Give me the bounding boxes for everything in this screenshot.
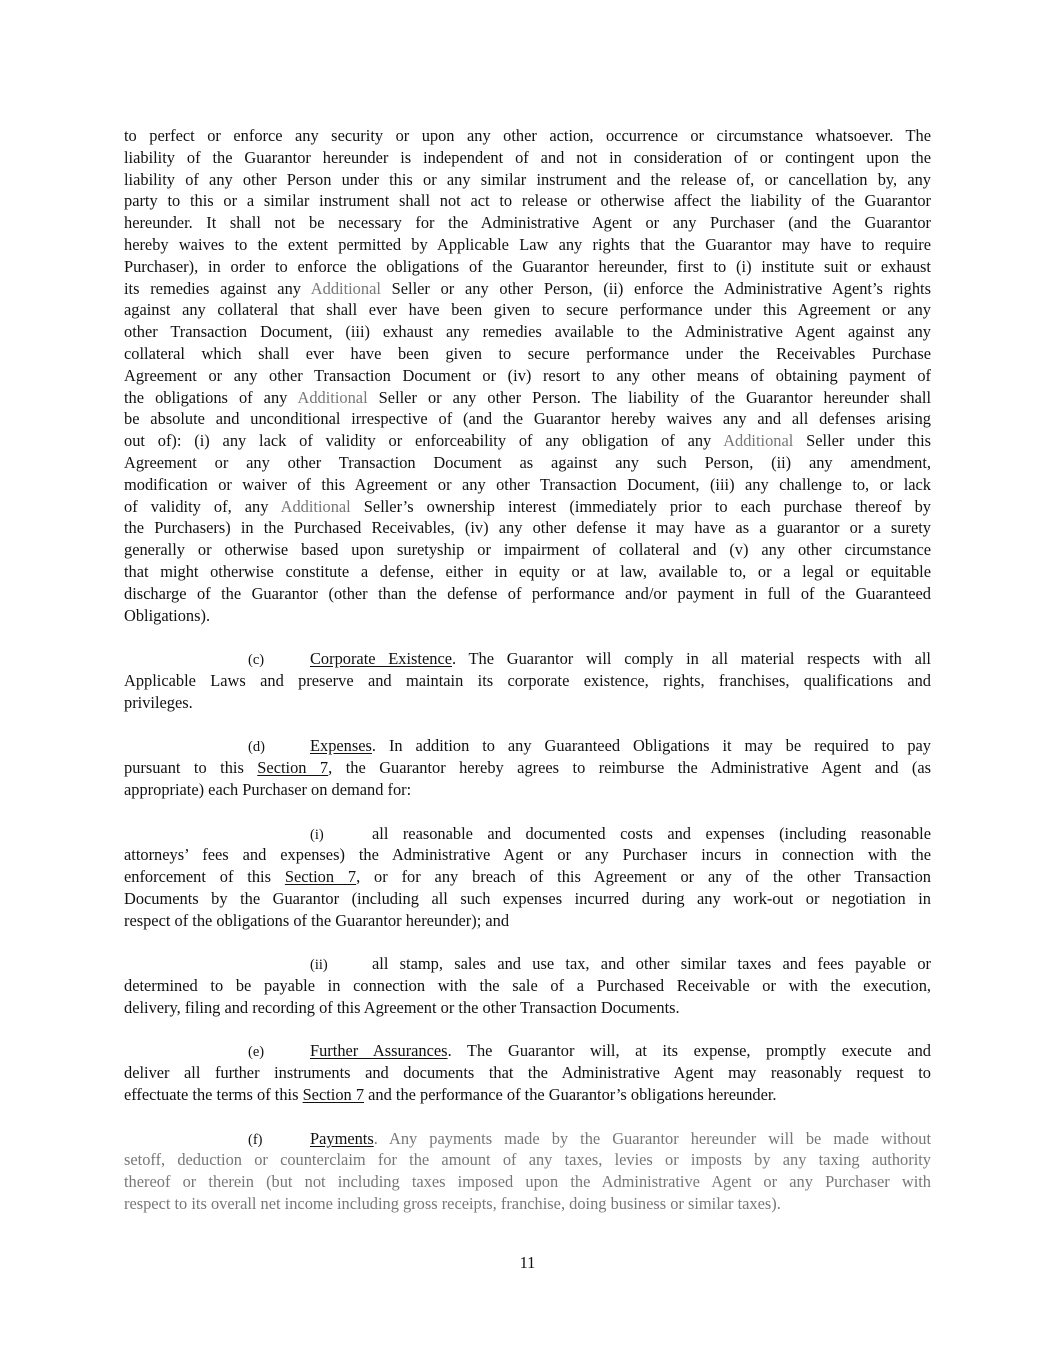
text-fragment: . In addition to any Guaranteed Obligations it may be required to pay	[371, 736, 931, 756]
text-fragment: Seller or any other Person. The liability of the Guarantor hereunder shall	[367, 387, 931, 407]
text-fragment: and the performance of the Guarantor’s obligations hereunder.	[364, 1085, 777, 1105]
text-fragment: all stamp, sales and use tax, and other similar taxes and fees payable or	[372, 954, 931, 974]
text-line: that might otherwise constitute a defense, either in equity or at law, available to, or a legal or equitable	[124, 561, 931, 581]
text-line: modification or waiver of this Agreement or any other Transaction Document, (iii) any challenge to, or lack	[124, 474, 931, 494]
text-line: Documents by the Guarantor (including all such expenses incurred during any work-out or negotiation in	[124, 888, 931, 908]
section-label: (i)	[310, 826, 324, 843]
text-line: be absolute and unconditional irrespective of (and the Guarantor hereby waives any and all defenses arising	[124, 409, 931, 429]
text-line: setoff, deduction or counterclaim for the amount of any taxes, levies or imposts by any taxing authority	[124, 1150, 931, 1170]
text-fragment: out of): (i) any lack of validity or enforceability of any obligation of any	[124, 431, 724, 451]
additional-term: Additional	[310, 278, 381, 298]
text-fragment: enforcement of this	[124, 867, 285, 887]
text-line	[124, 496, 931, 518]
page-number: 11	[519, 1253, 536, 1272]
section-e-first-line	[124, 1040, 931, 1062]
text-line: privileges.	[124, 692, 193, 712]
text-fragment: the obligations of any	[124, 387, 298, 407]
text-line: the Purchasers) in the Purchased Receivables, (iv) any other defense it may have as a guarantor or a surety	[124, 518, 931, 538]
section-reference: Section 7	[257, 758, 329, 778]
section-c	[124, 648, 931, 713]
text-line: Agreement or any other Transaction Document or (iv) resort to any other means of obtaining payment of	[124, 365, 931, 385]
text-line: hereunder. It shall not be necessary for the Administrative Agent or any Purchaser (and the Guarantor	[124, 213, 931, 233]
text-line: delivery, filing and recording of this Agreement or the other Transaction Documents.	[124, 997, 680, 1017]
text-fragment: Seller’s ownership interest (immediately prior to each purchase thereof by	[350, 496, 931, 516]
section-label: (f)	[248, 1131, 263, 1148]
text-line: hereby waives to the extent permitted by Applicable Law any rights that the Guarantor may have to require	[124, 234, 931, 254]
section-c-first-line	[124, 648, 931, 670]
text-line: respect to its overall net income including gross receipts, franchise, doing business or similar taxes).	[124, 1194, 781, 1214]
section-reference: Section 7	[284, 867, 357, 887]
text-line	[124, 1084, 931, 1106]
text-fragment: . The Guarantor will comply in all material respects with all	[452, 649, 931, 669]
text-fragment: , or for any breach of this Agreement or any of the other Transaction	[356, 867, 931, 887]
section-f	[124, 1128, 931, 1215]
additional-term: Additional	[297, 387, 368, 407]
section-label: (ii)	[310, 957, 328, 974]
text-line: other Transaction Document, (iii) exhaust any remedies available to the Administrative Agent against any	[124, 322, 931, 342]
text-line: respect of the obligations of the Guarantor hereunder); and	[124, 910, 510, 930]
text-fragment: Seller or any other Person, (ii) enforce the Administrative Agent’s rights	[380, 278, 931, 298]
text-fragment: all reasonable and documented costs and expenses (including reasonable	[372, 823, 931, 843]
text-fragment: . Any payments made by the Guarantor hereunder will be made without	[373, 1128, 931, 1148]
text-line: appropriate) each Purchaser on demand for:	[124, 779, 412, 799]
text-fragment: its remedies against any	[124, 278, 311, 298]
text-line	[124, 866, 931, 888]
text-line: to perfect or enforce any security or upon any other action, occurrence or circumstance whatsoever. The	[124, 126, 931, 145]
text-line: against any collateral that shall ever have been given to secure performance under this Agreement or any	[124, 300, 931, 320]
section-d	[124, 735, 931, 800]
section-heading: Payments	[310, 1128, 374, 1148]
additional-term: Additional	[723, 431, 794, 451]
text-fragment: effectuate the terms of this	[124, 1085, 303, 1105]
text-fragment: of validity of, any	[124, 496, 281, 516]
text-line	[124, 430, 931, 452]
section-heading: Expenses	[310, 736, 372, 756]
additional-term: Additional	[280, 496, 351, 516]
section-heading: Corporate Existence	[310, 649, 452, 669]
section-d-ii	[124, 953, 931, 1018]
text-line: liability of any other Person under this or any similar instrument and the release of, or cancellation by, any	[124, 169, 931, 189]
text-line: Applicable Laws and preserve and maintain its corporate existence, rights, franchises, qualifications and	[124, 670, 931, 690]
section-label: (d)	[248, 739, 265, 756]
text-fragment: . The Guarantor will, at its expense, promptly execute and	[447, 1041, 931, 1061]
section-d-ii-first-line	[124, 953, 931, 975]
text-line: collateral which shall ever have been given to secure performance under the Receivables Purchase	[124, 343, 931, 363]
text-line: Agreement or any other Transaction Document as against any such Person, (ii) any amendment,	[124, 452, 931, 472]
text-line	[124, 278, 931, 300]
text-line: Purchaser), in order to enforce the obligations of the Guarantor hereunder, first to (i) institute suit or exhaust	[124, 256, 931, 276]
section-f-first-line	[124, 1128, 931, 1150]
text-fragment: , the Guarantor hereby agrees to reimburse the Administrative Agent and (as	[328, 758, 931, 778]
text-line: party to this or a similar instrument shall not act to release or otherwise affect the liability of the Guarantor	[124, 191, 931, 211]
text-line: deliver all further instruments and documents that the Administrative Agent may reasonably request to	[124, 1063, 931, 1083]
text-fragment: pursuant to this	[124, 758, 258, 778]
section-d-i-first-line	[124, 823, 931, 845]
text-line: liability of the Guarantor hereunder is independent of and not in consideration of or contingent upon the	[124, 147, 931, 167]
continuation-paragraph	[124, 125, 931, 626]
text-line: generally or otherwise based upon suretyship or impairment of collateral and (v) any other circumstance	[124, 540, 931, 560]
document-page	[124, 125, 931, 1215]
text-line	[124, 757, 931, 779]
section-d-i	[124, 823, 931, 932]
text-fragment: Seller under this	[793, 431, 932, 451]
section-label: (c)	[248, 652, 265, 669]
text-line: Obligations).	[124, 605, 211, 625]
section-e	[124, 1040, 931, 1105]
text-line: determined to be payable in connection with the sale of a Purchased Receivable or with the execution,	[124, 976, 931, 996]
section-heading: Further Assurances	[310, 1041, 448, 1061]
text-line	[124, 387, 931, 409]
section-d-first-line	[124, 735, 931, 757]
section-reference: Section 7	[302, 1085, 365, 1105]
text-line: discharge of the Guarantor (other than the defense of performance and/or payment in full of the Guaranteed	[124, 583, 931, 603]
text-line: thereof or therein (but not including taxes imposed upon the Administrative Agent or any Purchaser with	[124, 1172, 931, 1192]
section-label: (e)	[248, 1044, 265, 1061]
text-line: attorneys’ fees and expenses) the Administrative Agent or any Purchaser incurs in connection with the	[124, 845, 931, 865]
